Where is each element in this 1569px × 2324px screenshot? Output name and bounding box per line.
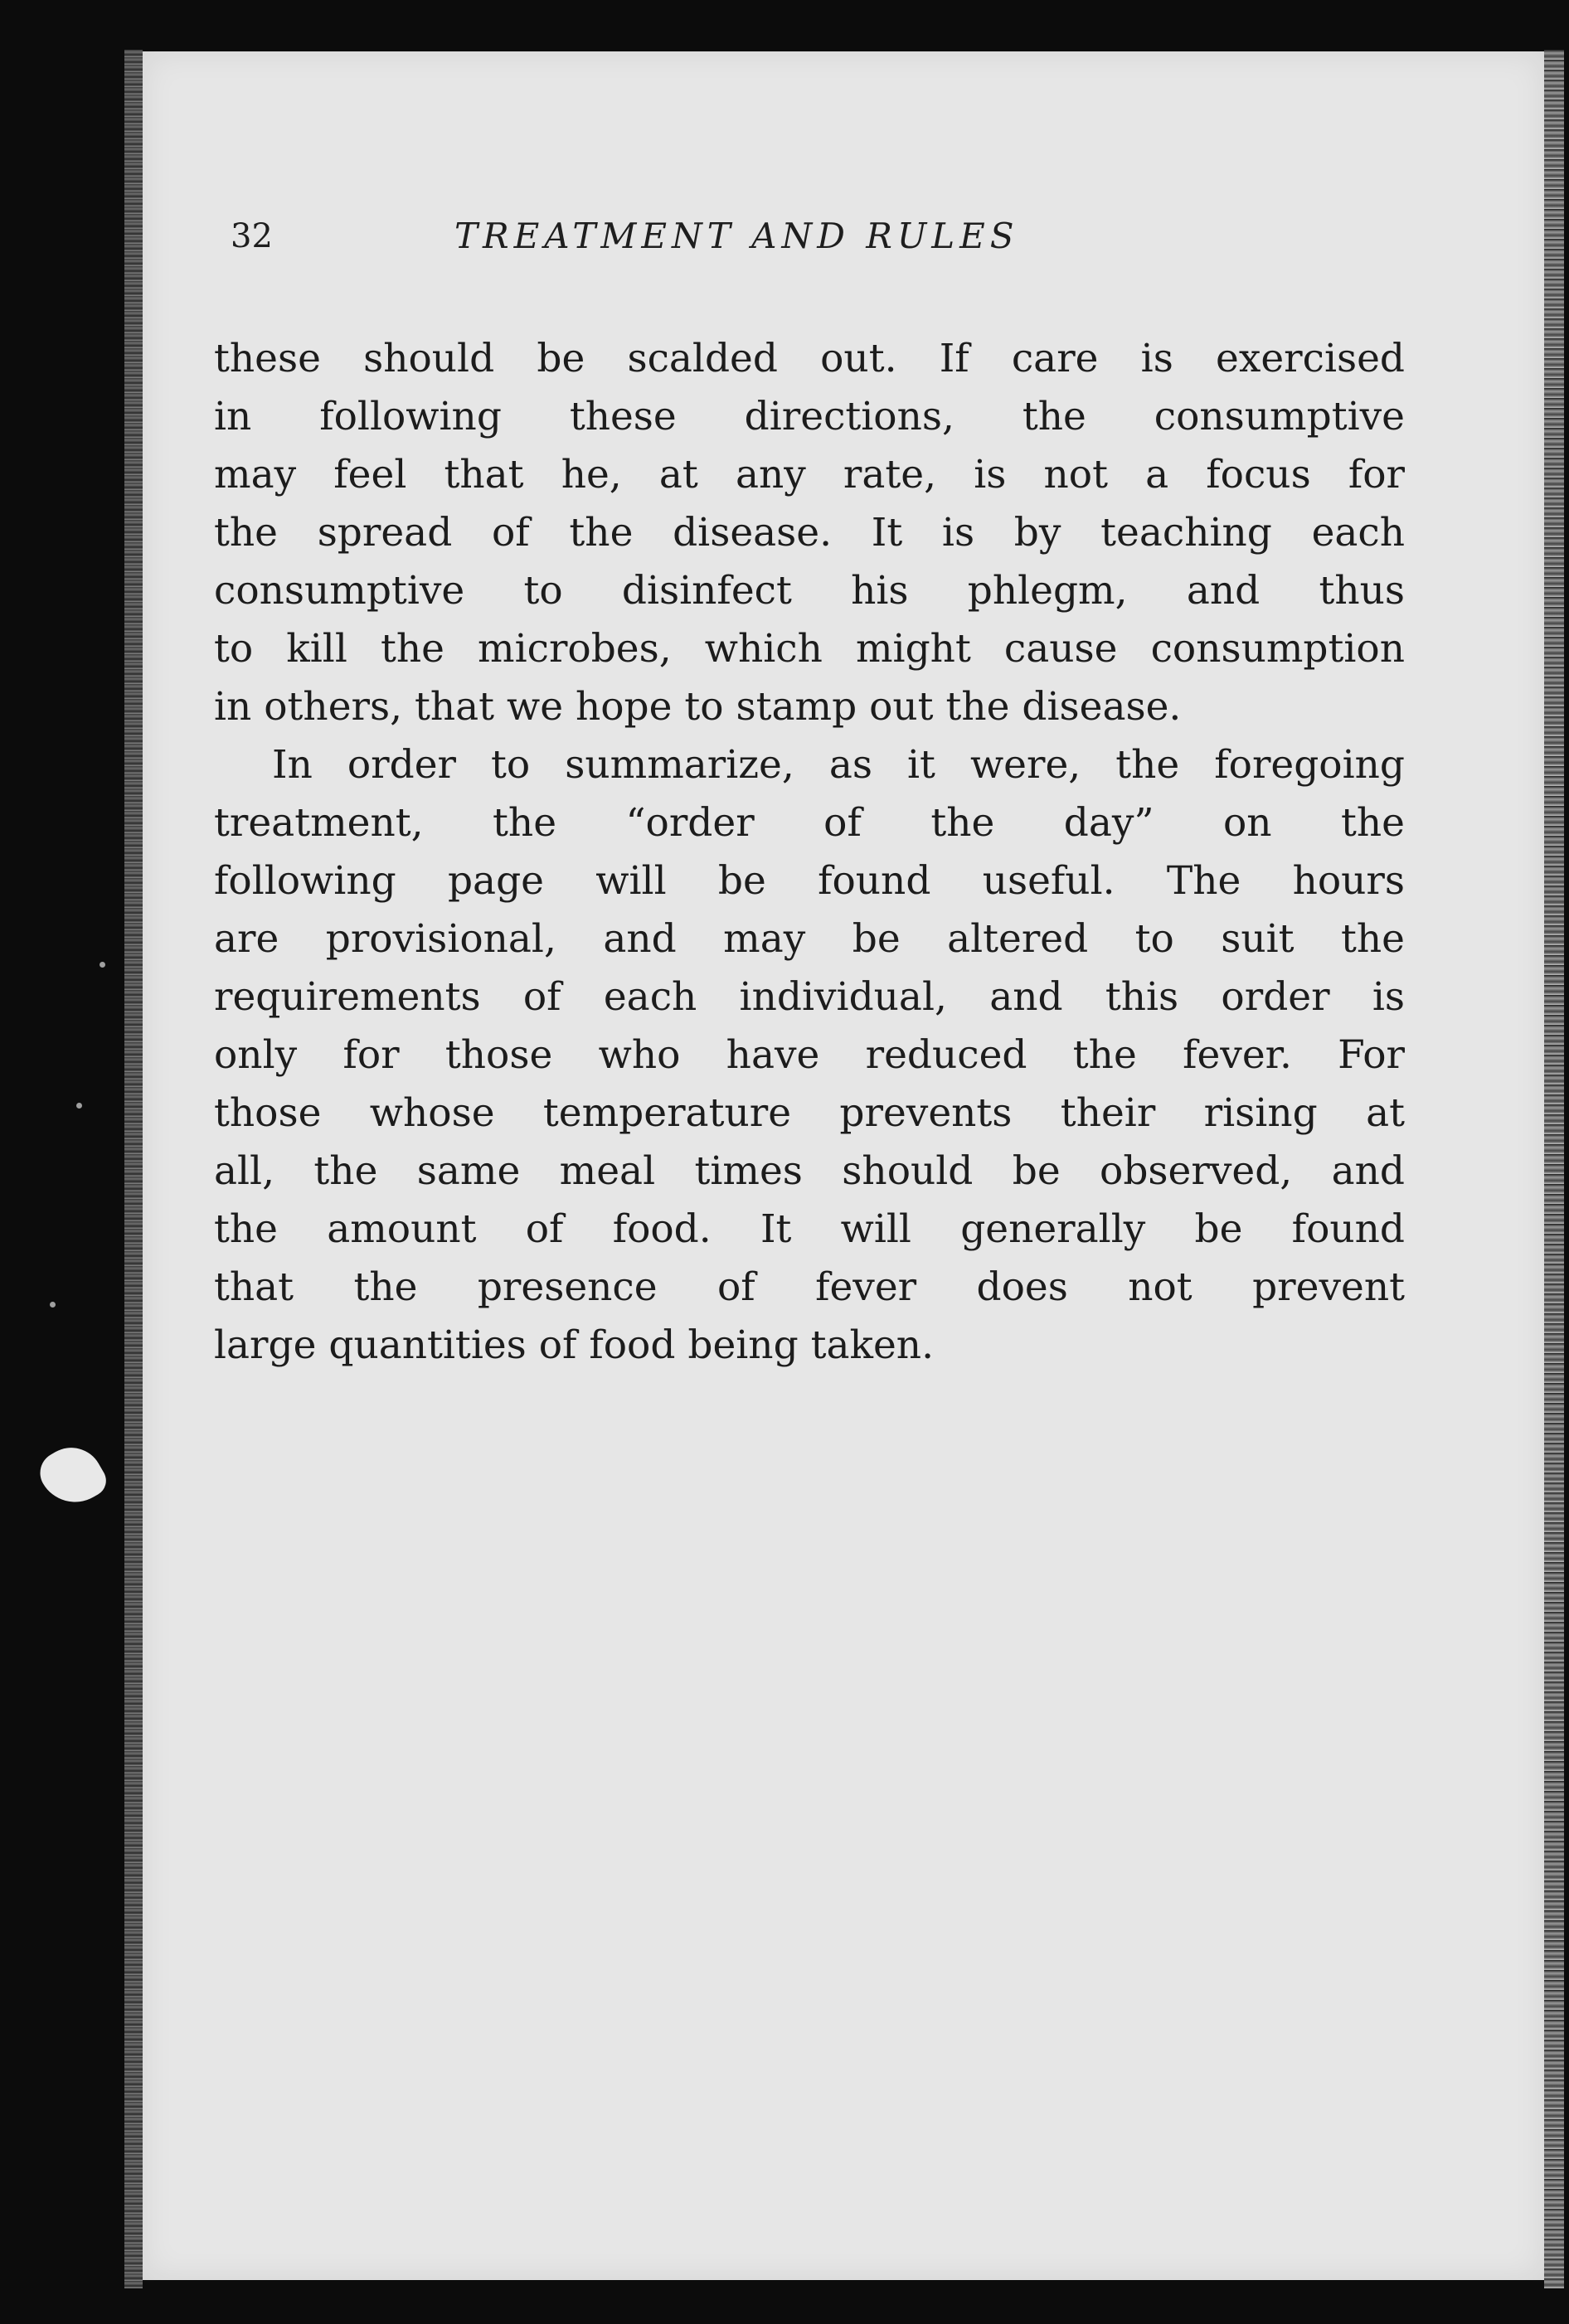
- text-line: in others, that we hope to stamp out the disease.: [214, 684, 1182, 730]
- text-line: large quantities of food being taken.: [214, 1322, 935, 1368]
- text-line: to kill the microbes, which might cause consumption: [214, 626, 1405, 672]
- body-text: [214, 330, 1405, 1375]
- text-line: following page will be found useful. The hours: [214, 858, 1405, 904]
- text-line: may feel that he, at any rate, is not a focus for: [214, 452, 1405, 497]
- text-line: those whose temperature prevents their rising at: [214, 1090, 1405, 1136]
- scan-speck: [50, 1302, 56, 1308]
- text-line: requirements of each individual, and this order is: [214, 974, 1405, 1020]
- text-line: all, the same meal times should be observed, and: [214, 1148, 1405, 1194]
- book-binding-edge: [124, 50, 143, 2288]
- text-line: consumptive to disinfect his phlegm, and thus: [214, 568, 1405, 614]
- scan-smudge: [32, 1436, 112, 1516]
- text-line: treatment, the “order of the day” on the: [214, 800, 1405, 846]
- scan-speck: [76, 1103, 82, 1109]
- running-head: TREATMENT AND RULES: [454, 216, 1019, 256]
- text-line: only for those who have reduced the fever. For: [214, 1032, 1405, 1078]
- scan-speck: [100, 962, 105, 968]
- text-line: these should be scalded out. If care is exercised: [214, 336, 1405, 381]
- page-header: [231, 199, 1184, 290]
- text-line: In order to summarize, as it were, the foregoing: [272, 742, 1405, 788]
- text-line: in following these directions, the consumptive: [214, 394, 1405, 439]
- page-right-edge: [1544, 50, 1564, 2288]
- text-line: are provisional, and may be altered to suit the: [214, 916, 1405, 962]
- page-number: 32: [231, 217, 273, 255]
- text-line: the amount of food. It will generally be found: [214, 1206, 1405, 1252]
- text-line: the spread of the disease. It is by teaching each: [214, 510, 1405, 556]
- text-line: that the presence of fever does not prevent: [214, 1264, 1405, 1310]
